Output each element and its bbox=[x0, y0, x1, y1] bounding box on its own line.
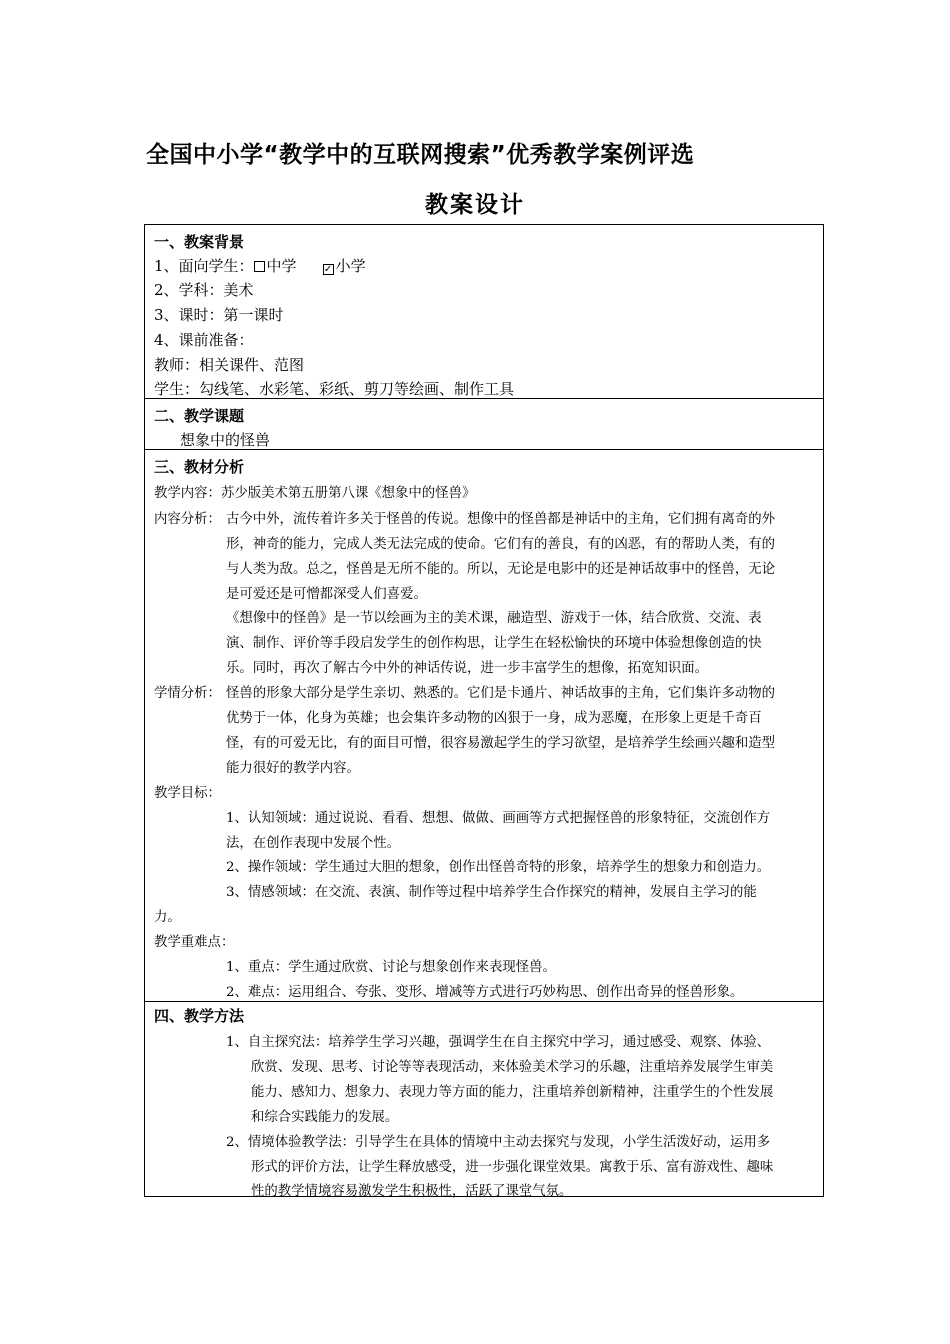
subject-line: 2、学科：美术 bbox=[154, 281, 254, 299]
method-1-line: 和综合实践能力的发展。 bbox=[251, 1110, 399, 1125]
student-prep: 学生：勾线笔、水彩笔、彩纸、剪刀等绘画、制作工具 bbox=[154, 380, 515, 398]
learner-label: 学情分析： bbox=[154, 686, 221, 701]
learner-line: 怪兽的形象大部分是学生亲切、熟悉的。它们是卡通片、神话故事的主角，它们集许多动物的 bbox=[226, 686, 776, 701]
analysis-line: 古今中外，流传着许多关于怪兽的传说。想像中的怪兽都是神话中的主角，它们拥有离奇的外 bbox=[226, 512, 776, 527]
difficult-point: 2、难点：运用组合、夸张、变形、增减等方式进行巧妙构思、创作出奇异的怪兽形象。 bbox=[226, 985, 744, 1000]
teacher-prep: 教师：相关课件、范图 bbox=[154, 356, 305, 374]
analysis-line: 《想像中的怪兽》是一节以绘画为主的美术课，融造型、游戏于一体，结合欣赏、交流、表 bbox=[226, 611, 762, 626]
section-methods bbox=[145, 1002, 823, 1199]
method-1-line: 能力、感知力、想象力、表现力等方面的能力，注重培养创新精神，注重学生的个性发展 bbox=[251, 1085, 774, 1100]
method-1-line: 1、自主探究法：培养学生学习兴趣，强调学生在自主探究中学习，通过感受、观察、体验、 bbox=[226, 1035, 771, 1050]
period-line: 3、课时：第一课时 bbox=[154, 306, 284, 324]
analysis-line: 与人类为敌。总之，怪兽是无所不能的。所以，无论是电影中的还是神话故事中的怪兽，无论 bbox=[226, 562, 776, 577]
method-2-line: 2、情境体验教学法：引导学生在具体的情境中主动去探究与发现，小学生活泼好动，运用多 bbox=[226, 1135, 771, 1150]
key-label: 教学重难点： bbox=[154, 935, 235, 950]
lesson-plan-table bbox=[144, 224, 824, 1197]
analysis-line: 形，神奇的能力，完成人类无法完成的使命。它们有的善良，有的凶恶，有的帮助人类，有的 bbox=[226, 537, 776, 552]
section-topic bbox=[145, 399, 823, 450]
key-point: 1、重点：学生通过欣赏、讨论与想象创作来表现怪兽。 bbox=[226, 960, 556, 975]
section-heading-analysis: 三、教材分析 bbox=[154, 458, 245, 476]
audience-option-middle: 中学 bbox=[266, 257, 297, 275]
goal-1-line: 法，在创作表现中发展个性。 bbox=[226, 836, 401, 851]
learner-line: 优势于一体，化身为英雄；也会集许多动物的凶狠于一身，成为恶魔，在形象上更是千奇百 bbox=[226, 711, 762, 726]
audience-option-primary: 小学 bbox=[335, 257, 366, 275]
goal-3-line: 力。 bbox=[154, 910, 181, 925]
goals-label: 教学目标： bbox=[154, 786, 221, 801]
learner-line: 怪，有的可爱无比，有的面目可憎，很容易激起学生的学习欲望，是培养学生绘画兴趣和造型 bbox=[226, 736, 776, 751]
learner-line: 能力很好的教学内容。 bbox=[226, 761, 360, 776]
goal-2-line: 2、操作领域：学生通过大胆的想象，创作出怪兽奇特的形象，培养学生的想象力和创造力。 bbox=[226, 860, 771, 875]
content-line: 教学内容：苏少版美术第五册第八课《想象中的怪兽》 bbox=[154, 486, 476, 501]
topic-text: 想象中的怪兽 bbox=[180, 431, 271, 449]
analysis-line: 演、制作、评价等手段启发学生的创作构思，让学生在轻松愉快的环境中体验想像创造的快 bbox=[226, 636, 762, 651]
goal-1-line: 1、认知领域：通过说说、看看、想想、做做、画画等方式把握怪兽的形象特征，交流创作方 bbox=[226, 811, 771, 826]
goal-3-line: 3、情感领域：在交流、表演、制作等过程中培养学生合作探究的精神，发展自主学习的能 bbox=[226, 885, 757, 900]
prep-line: 4、课前准备： bbox=[154, 331, 254, 349]
method-2-line: 性的教学情境容易激发学生积极性，活跃了课堂气氛。 bbox=[251, 1184, 573, 1199]
method-1-line: 欣赏、发现、思考、讨论等等表现活动，来体验美术学习的乐趣，注重培养发展学生审美 bbox=[251, 1060, 774, 1075]
method-2-line: 形式的评价方法，让学生释放感受，进一步强化课堂效果。寓教于乐、富有游戏性、趣味 bbox=[251, 1160, 774, 1175]
analysis-label: 内容分析： bbox=[154, 512, 221, 527]
audience-line bbox=[154, 255, 366, 276]
audience-label: 1、面向学生： bbox=[154, 257, 254, 275]
checkbox-middle-icon[interactable] bbox=[254, 261, 265, 272]
checkbox-primary-checked-icon[interactable]: ✓ bbox=[323, 264, 333, 275]
section-analysis bbox=[145, 450, 823, 1002]
section-heading-topic: 二、教学课题 bbox=[154, 407, 245, 425]
document-title: 全国中小学“教学中的互联网搜索”优秀教学案例评选 bbox=[146, 142, 695, 168]
analysis-line: 乐。同时，再次了解古今中外的神话传说，进一步丰富学生的想像，拓宽知识面。 bbox=[226, 661, 709, 676]
document-subtitle: 教案设计 bbox=[425, 192, 525, 218]
section-heading-background: 一、教案背景 bbox=[154, 233, 245, 251]
section-background bbox=[145, 225, 823, 399]
analysis-line: 是可爱还是可憎都深受人们喜爱。 bbox=[226, 587, 427, 602]
section-heading-methods: 四、教学方法 bbox=[154, 1007, 245, 1025]
